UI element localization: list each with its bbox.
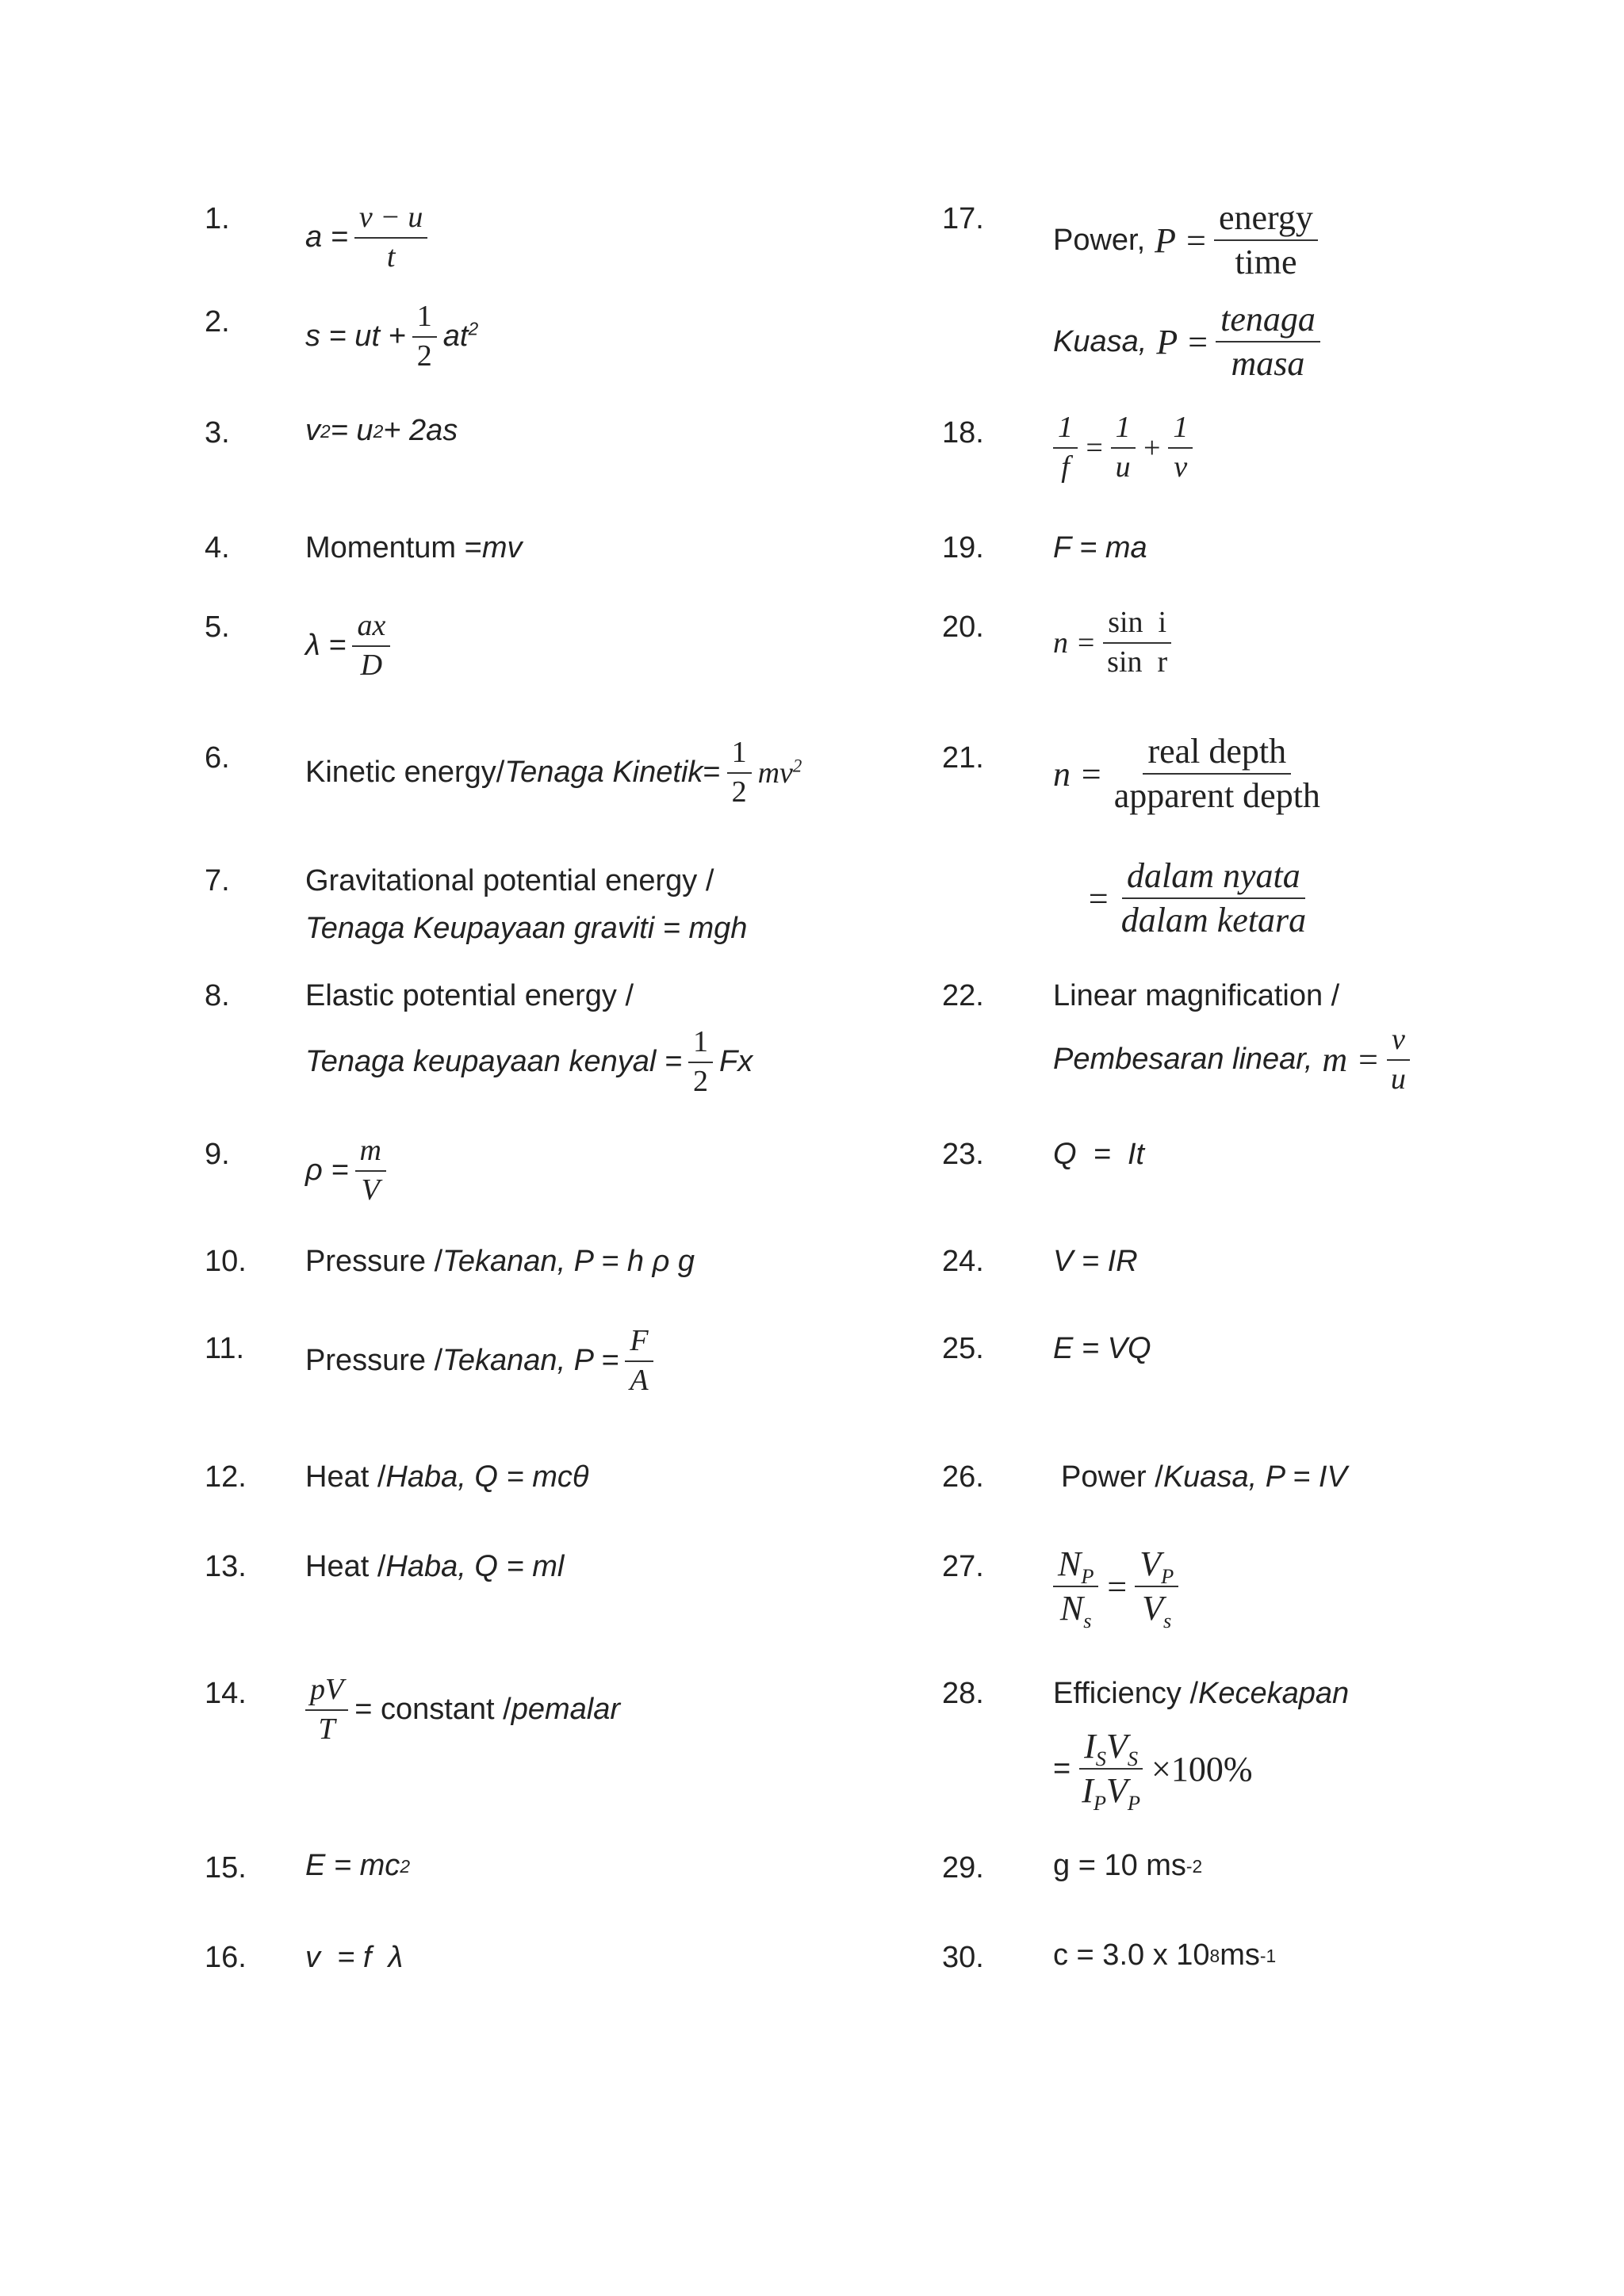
formula-23: Q = It	[1053, 1138, 1145, 1171]
item-number: 10.	[205, 1245, 247, 1278]
numerator: energy	[1214, 200, 1318, 241]
var: I	[1082, 1771, 1094, 1811]
numerator	[1053, 1546, 1098, 1587]
formula-28-line2	[1053, 1727, 1253, 1815]
italic-text: Tenaga Kinetik	[504, 756, 703, 790]
subscript: P	[1127, 1790, 1140, 1815]
numerator: dalam nyata	[1122, 858, 1305, 899]
denominator: apparent depth	[1113, 776, 1320, 816]
numerator: 1	[688, 1027, 713, 1063]
formula-16: v = f λ	[305, 1941, 404, 1974]
denominator: 2	[731, 775, 747, 809]
numerator: 1	[1053, 412, 1078, 449]
fraction	[1135, 1544, 1178, 1632]
italic-text: mv	[481, 531, 523, 564]
subscript: S	[1127, 1746, 1139, 1770]
term	[758, 756, 802, 790]
item-number: 30.	[942, 1941, 984, 1974]
text: Momentum =	[305, 531, 482, 564]
denominator: masa	[1231, 344, 1305, 384]
denominator: sin r	[1107, 645, 1168, 679]
denominator	[1055, 1587, 1097, 1632]
item-number: 8.	[205, 979, 230, 1012]
numerator: F	[625, 1326, 653, 1362]
var: v	[305, 414, 320, 447]
formula-20	[1053, 607, 1178, 679]
formula-1	[305, 202, 434, 274]
formula-19: F = ma	[1053, 531, 1147, 564]
numerator	[1135, 1546, 1178, 1587]
denominator: u	[1115, 450, 1131, 484]
formula-25: E = VQ	[1053, 1332, 1151, 1365]
numerator: real depth	[1143, 733, 1291, 775]
text: = constant /	[354, 1693, 511, 1727]
numerator: 1	[727, 737, 752, 774]
italic-text: Kuasa,	[1053, 324, 1147, 358]
numerator: m	[355, 1135, 386, 1172]
denominator: t	[386, 239, 396, 274]
item-number: 24.	[942, 1245, 984, 1278]
formula-22-line2	[1053, 1024, 1417, 1096]
term: + 2as	[383, 414, 458, 447]
text: Power /	[1061, 1460, 1163, 1494]
fraction	[1111, 412, 1136, 484]
fraction	[355, 1135, 386, 1207]
denominator: 2	[693, 1064, 709, 1098]
formula-8-line1: Elastic potential energy /	[305, 979, 634, 1012]
formula-18	[1053, 412, 1199, 484]
item-number: 13.	[205, 1550, 247, 1583]
numerator: pV	[305, 1674, 348, 1711]
item-number: 28.	[942, 1677, 984, 1710]
numerator: sin i	[1103, 607, 1171, 644]
numerator: tenaga	[1216, 301, 1320, 342]
fraction	[1216, 301, 1320, 382]
item-number: 9.	[205, 1138, 230, 1171]
item-number: 27.	[942, 1550, 984, 1583]
item-number: 18.	[942, 416, 984, 450]
formula-30: c = 3.0 x 10 8 ms -1	[1053, 1938, 1277, 1972]
term-base: at	[442, 320, 469, 354]
fraction	[412, 301, 437, 373]
fraction	[1053, 1544, 1098, 1632]
item-number: 26.	[942, 1460, 984, 1494]
fraction	[305, 1674, 348, 1746]
denominator: A	[630, 1363, 649, 1397]
var: V	[1139, 1544, 1162, 1583]
text: Heat /	[305, 1460, 386, 1494]
text: Power,	[1053, 223, 1146, 257]
italic-text: pemalar	[511, 1693, 621, 1727]
item-number: 16.	[205, 1941, 247, 1974]
item-number: 20.	[942, 610, 984, 644]
subscript: P	[1161, 1563, 1174, 1588]
formula-11	[305, 1326, 660, 1397]
item-number: 5.	[205, 610, 230, 644]
formula-9	[305, 1135, 393, 1207]
formula-4	[305, 531, 522, 565]
subscript: P	[1093, 1790, 1106, 1815]
denominator: V	[361, 1173, 380, 1207]
lhs: P =	[1156, 322, 1210, 362]
equals: =	[1084, 430, 1105, 465]
formula-21	[1053, 733, 1331, 814]
item-number: 17.	[942, 202, 984, 235]
formula-13	[305, 1550, 564, 1584]
italic-text: Tenaga keupayaan kenyal =	[305, 1045, 683, 1079]
equals: =	[703, 756, 721, 790]
text: Kinetic energy/	[305, 756, 505, 790]
item-number: 15.	[205, 1851, 247, 1885]
fraction	[1077, 1727, 1145, 1815]
lhs: ρ =	[305, 1154, 349, 1188]
term-base: g = 10 ms	[1053, 1849, 1186, 1882]
denominator: dalam ketara	[1120, 901, 1307, 940]
lhs: m =	[1322, 1040, 1380, 1080]
term-base: c = 3.0 x 10	[1053, 1938, 1210, 1972]
fraction	[1116, 858, 1311, 939]
fraction	[727, 737, 752, 809]
numerator: ax	[352, 610, 390, 647]
fraction	[1109, 733, 1325, 814]
formula-29: g = 10 ms -2	[1053, 1849, 1203, 1882]
italic-text: Kuasa, P = IV	[1162, 1460, 1347, 1494]
numerator: 1	[1111, 412, 1136, 449]
formula-28-line1	[1053, 1677, 1349, 1711]
text: Efficiency /	[1053, 1677, 1199, 1710]
item-number: 11.	[205, 1332, 245, 1365]
formula-8-line2	[305, 1027, 753, 1098]
fraction	[354, 202, 428, 274]
item-number: 1.	[205, 202, 230, 235]
var: = u	[330, 414, 373, 447]
item-number: 2.	[205, 305, 230, 339]
item-number: 3.	[205, 416, 230, 450]
formula-26	[1061, 1460, 1347, 1494]
italic-text: Kecekapan	[1198, 1677, 1350, 1710]
item-number: 6.	[205, 741, 230, 775]
text: Pressure /	[305, 1245, 443, 1278]
formula-17-power	[1053, 200, 1324, 281]
denominator: D	[360, 648, 383, 682]
item-number: 22.	[942, 979, 984, 1012]
lhs: s = ut +	[305, 320, 406, 354]
numerator: 1	[412, 301, 437, 338]
formula-27	[1053, 1544, 1185, 1632]
numerator: v	[1387, 1024, 1410, 1061]
fraction	[625, 1326, 653, 1397]
item-number: 21.	[942, 741, 984, 775]
fraction	[1053, 412, 1078, 484]
formula-6	[305, 737, 802, 809]
item-number: 25.	[942, 1332, 984, 1365]
denominator	[1077, 1770, 1145, 1815]
italic-text: Tekanan, P =	[442, 1344, 619, 1378]
term	[443, 320, 478, 354]
denominator: 2	[416, 339, 432, 373]
fraction	[1168, 412, 1193, 484]
lhs: n =	[1053, 626, 1097, 660]
formula-24: V = IR	[1053, 1245, 1138, 1278]
equals: =	[1086, 878, 1110, 918]
italic-text: Haba, Q = ml	[385, 1550, 565, 1583]
term-base: E = mc	[305, 1849, 400, 1882]
text: Pressure /	[305, 1344, 443, 1378]
denominator: f	[1061, 450, 1070, 484]
var: V	[1105, 1771, 1128, 1811]
var: V	[1105, 1727, 1128, 1766]
formula-15: E = mc 2	[305, 1849, 410, 1882]
formula-7-line1: Gravitational potential energy /	[305, 864, 714, 897]
formula-7-line2: Tenaga Keupayaan graviti = mgh	[305, 912, 748, 945]
exponent: 2	[468, 318, 479, 339]
item-number: 7.	[205, 864, 230, 897]
lhs: n =	[1053, 754, 1103, 794]
text: Heat /	[305, 1550, 386, 1583]
lhs: P =	[1155, 220, 1208, 260]
numerator: v − u	[354, 202, 428, 239]
formula-22-line1: Linear magnification /	[1053, 979, 1340, 1012]
denominator: u	[1390, 1062, 1406, 1096]
item-number: 14.	[205, 1677, 247, 1710]
term-base: mv	[757, 756, 793, 790]
fraction	[1386, 1024, 1411, 1096]
term: ×100%	[1151, 1749, 1253, 1789]
denominator	[1137, 1587, 1176, 1632]
item-number: 4.	[205, 531, 230, 564]
equals: =	[1105, 1567, 1129, 1606]
formula-10	[305, 1245, 695, 1279]
subscript: P	[1081, 1563, 1094, 1588]
formula-3: v 2 = u 2 + 2as	[305, 414, 458, 447]
term-base: ms	[1220, 1938, 1260, 1972]
numerator: 1	[1168, 412, 1193, 449]
denominator: time	[1235, 243, 1297, 282]
exponent: 2	[792, 756, 802, 776]
item-number: 12.	[205, 1460, 247, 1494]
subscript: S	[1095, 1746, 1106, 1770]
formula-14	[305, 1674, 620, 1746]
italic-text: Pembesaran linear,	[1053, 1043, 1313, 1077]
plus: +	[1141, 430, 1162, 465]
fraction	[1102, 607, 1172, 679]
item-number: 23.	[942, 1138, 984, 1171]
item-number: 29.	[942, 1851, 984, 1885]
denominator: v	[1174, 450, 1188, 484]
formula-5	[305, 610, 396, 682]
fraction	[688, 1027, 713, 1098]
numerator	[1079, 1728, 1143, 1770]
var: I	[1084, 1727, 1096, 1766]
formula-2	[305, 301, 478, 373]
var: V	[1142, 1589, 1163, 1628]
fraction	[1214, 200, 1318, 281]
italic-text: Haba, Q = mcθ	[385, 1460, 589, 1494]
formula-17-kuasa	[1053, 301, 1327, 382]
fraction	[352, 610, 390, 682]
subscript: s	[1083, 1608, 1092, 1632]
formula-12	[305, 1460, 588, 1494]
var: N	[1058, 1544, 1082, 1583]
denominator: T	[318, 1712, 335, 1746]
lhs: a =	[305, 220, 348, 254]
formula-21-malay	[1086, 858, 1317, 939]
lhs: λ =	[305, 629, 347, 663]
equals: =	[1053, 1751, 1071, 1785]
italic-text: Tekanan, P = h ρ g	[442, 1245, 695, 1278]
subscript: s	[1163, 1608, 1172, 1632]
item-number: 19.	[942, 531, 984, 564]
term: Fx	[719, 1045, 753, 1079]
var: N	[1059, 1589, 1084, 1628]
